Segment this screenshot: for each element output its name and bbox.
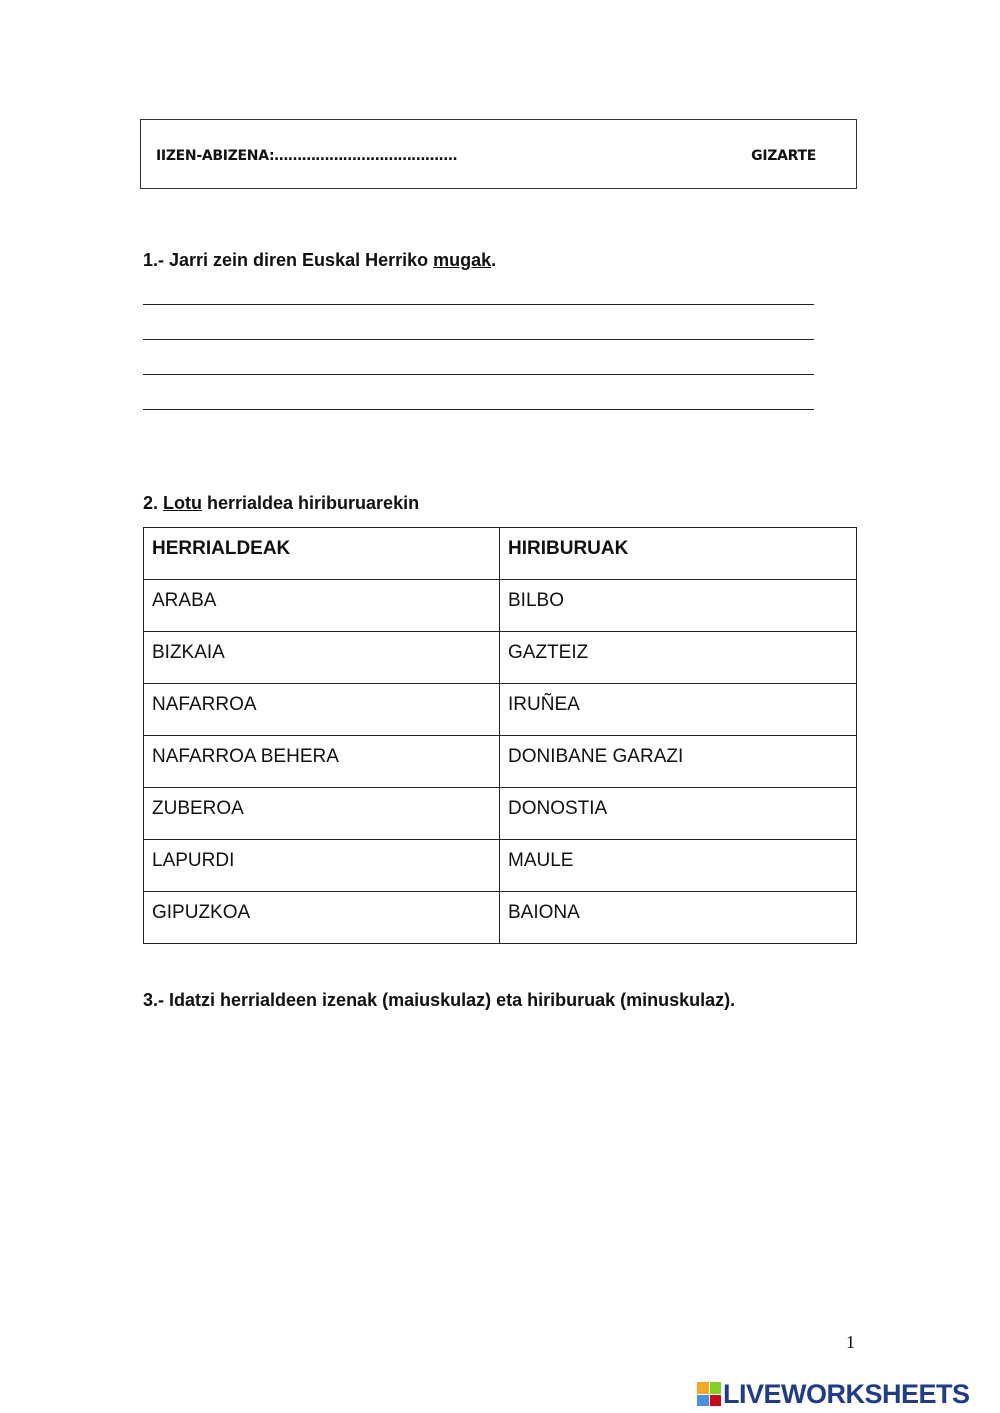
hiriburu-cell[interactable]: GAZTEIZ — [500, 632, 857, 684]
table-row — [144, 684, 857, 736]
liveworksheets-logo-icon — [697, 1382, 721, 1406]
answer-line-1[interactable] — [143, 304, 814, 305]
herrialde-cell[interactable]: LAPURDI — [144, 840, 500, 892]
question-3: 3.- Idatzi herrialdeen izenak (maiuskulaz) eta hiriburuak (minuskulaz). — [143, 990, 736, 1010]
liveworksheets-logo — [697, 1378, 970, 1410]
herrialde-cell[interactable]: ARABA — [144, 580, 500, 632]
name-label: IIZEN-ABIZENA:…………………………………. — [156, 148, 458, 164]
hiriburu-cell[interactable]: MAULE — [500, 840, 857, 892]
question-2-underlined: Lotu — [163, 493, 202, 513]
table-row — [144, 892, 857, 944]
liveworksheets-logo-text: LIVEWORKSHEETS — [723, 1378, 970, 1409]
answer-line-3[interactable] — [143, 374, 814, 375]
matching-table — [143, 527, 857, 944]
table-header-row — [144, 528, 857, 580]
hiriburu-cell[interactable]: IRUÑEA — [500, 684, 857, 736]
header-box — [140, 119, 857, 189]
question-1 — [143, 250, 496, 271]
question-1-underlined: mugak — [433, 250, 492, 270]
subject-label: GIZARTE — [751, 148, 816, 164]
herrialde-cell[interactable]: BIZKAIA — [144, 632, 500, 684]
hiriburu-cell[interactable]: DONOSTIA — [500, 788, 857, 840]
herrialde-cell[interactable]: ZUBEROA — [144, 788, 500, 840]
answer-line-4[interactable] — [143, 409, 814, 410]
answer-line-2[interactable] — [143, 339, 814, 340]
question-1-suffix: . — [491, 250, 497, 270]
question-2 — [143, 493, 419, 514]
table-row — [144, 840, 857, 892]
table-row — [144, 736, 857, 788]
herrialde-cell[interactable]: GIPUZKOA — [144, 892, 500, 944]
table-row — [144, 788, 857, 840]
hiriburu-cell[interactable]: BILBO — [500, 580, 857, 632]
herrialde-cell[interactable]: NAFARROA BEHERA — [144, 736, 500, 788]
question-1-prefix: 1.- Jarri zein diren Euskal Herriko — [143, 250, 434, 270]
herrialde-cell[interactable]: NAFARROA — [144, 684, 500, 736]
header-herrialdeak: HERRIALDEAK — [144, 528, 500, 580]
header-hiriburuak: HIRIBURUAK — [500, 528, 857, 580]
question-2-suffix: herrialdea hiriburuarekin — [202, 493, 420, 513]
hiriburu-cell[interactable]: DONIBANE GARAZI — [500, 736, 857, 788]
question-2-prefix: 2. — [143, 493, 164, 513]
table-row — [144, 580, 857, 632]
page-number: 1 — [846, 1332, 855, 1352]
hiriburu-cell[interactable]: BAIONA — [500, 892, 857, 944]
table-row — [144, 632, 857, 684]
